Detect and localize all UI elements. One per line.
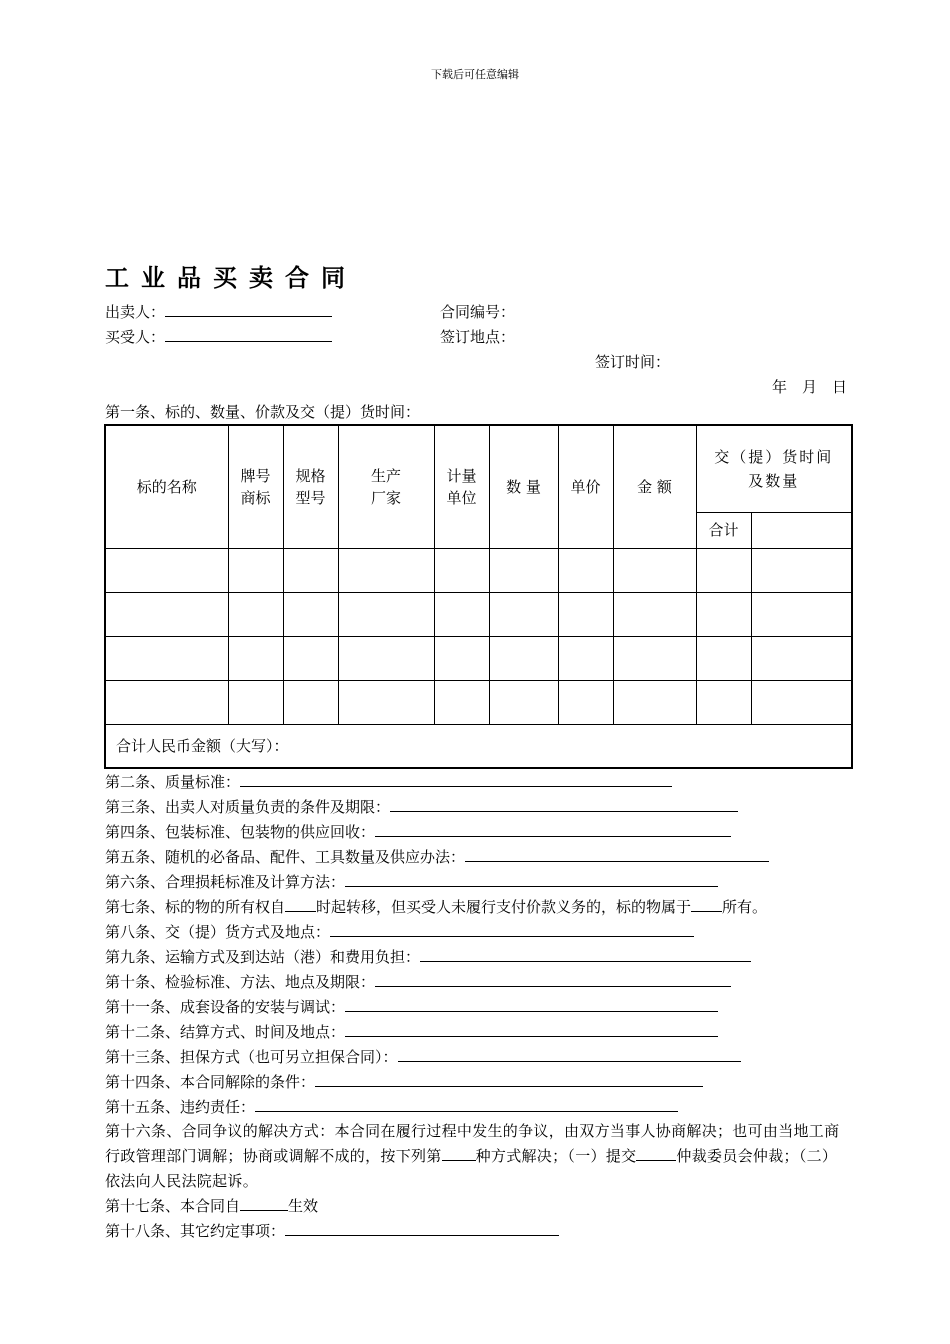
seller-blank[interactable] (165, 302, 332, 317)
col-brand-header: 牌号商标 (228, 425, 283, 548)
table-cell[interactable] (558, 636, 613, 680)
article-17: 第十七条、本合同自 生效 (105, 1197, 319, 1215)
table-cell[interactable] (751, 680, 852, 724)
table-cell[interactable] (613, 680, 696, 724)
article-3-blank[interactable] (390, 797, 738, 812)
table-cell[interactable] (338, 680, 434, 724)
table-cell[interactable] (338, 636, 434, 680)
table-cell[interactable] (558, 680, 613, 724)
header-note: 下载后可任意编辑 (431, 68, 519, 81)
article-10-blank[interactable] (375, 972, 731, 987)
table-cell[interactable] (338, 548, 434, 592)
table-cell[interactable] (105, 548, 228, 592)
table-cell[interactable] (558, 548, 613, 592)
article-8-blank[interactable] (330, 922, 694, 937)
table-cell[interactable] (613, 548, 696, 592)
col-price-header: 单价 (558, 425, 613, 548)
table-row (105, 548, 852, 592)
sign-place-row (440, 327, 515, 347)
article-4-blank[interactable] (375, 822, 731, 837)
table-cell[interactable] (751, 636, 852, 680)
article-5-blank[interactable] (465, 847, 769, 862)
article-7-blank-1[interactable] (285, 897, 316, 912)
col-amount-header: 金 额 (613, 425, 696, 548)
table-cell[interactable] (228, 636, 283, 680)
table-cell[interactable] (283, 636, 338, 680)
table-cell[interactable] (696, 548, 751, 592)
article-5: 第五条、随机的必备品、配件、工具数量及供应办法： (105, 847, 769, 867)
col-maker-header: 生产厂家 (338, 425, 434, 548)
article-3: 第三条、出卖人对质量负责的条件及期限： (105, 797, 738, 817)
buyer-label: 买受人： (105, 328, 166, 346)
col-unit-header: 计量单位 (434, 425, 489, 548)
year-label: 年 (772, 378, 788, 396)
table-cell[interactable] (434, 636, 489, 680)
table-cell[interactable] (283, 592, 338, 636)
article-12-blank[interactable] (345, 1022, 718, 1037)
article-9: 第九条、运输方式及到达站（港）和费用负担： (105, 947, 751, 967)
table-cell[interactable] (283, 680, 338, 724)
article-7-blank-2[interactable] (691, 897, 722, 912)
contract-no-row (440, 302, 515, 322)
article-13-blank[interactable] (398, 1047, 741, 1062)
article-2-blank[interactable] (240, 772, 672, 787)
article-11: 第十一条、成套设备的安装与调试： (105, 997, 718, 1017)
table-cell[interactable] (613, 592, 696, 636)
article-4: 第四条、包装标准、包装物的供应回收： (105, 822, 731, 842)
col-spec-header: 规格型号 (283, 425, 338, 548)
table-cell[interactable] (434, 680, 489, 724)
table-cell[interactable] (283, 548, 338, 592)
table-cell[interactable] (228, 548, 283, 592)
table-cell[interactable] (751, 592, 852, 636)
table-cell[interactable] (489, 636, 558, 680)
article-14-blank[interactable] (315, 1072, 703, 1087)
article-9-blank[interactable] (420, 947, 751, 962)
month-label: 月 (802, 378, 818, 396)
contract-no-label: 合同编号： (440, 303, 516, 321)
sign-place-label: 签订地点： (440, 328, 516, 346)
article-15: 第十五条、违约责任： (105, 1097, 678, 1117)
table-row (105, 592, 852, 636)
col-delivery-header: 交（提）货时间及数量 (696, 425, 852, 512)
empty-cell[interactable] (751, 512, 852, 548)
article-6: 第六条、合理损耗标准及计算方法： (105, 872, 718, 892)
sign-time-label: 签订时间： (595, 353, 671, 371)
table-row (105, 680, 852, 724)
table-cell[interactable] (228, 592, 283, 636)
col-qty-header: 数 量 (489, 425, 558, 548)
sum-amount-cell[interactable] (105, 724, 852, 768)
article-18-blank[interactable] (285, 1221, 559, 1236)
col-total-header: 合计 (696, 512, 751, 548)
article-6-blank[interactable] (345, 872, 718, 887)
article-14: 第十四条、本合同解除的条件： (105, 1072, 703, 1092)
article-1: 第一条、标的、数量、价款及交（提）货时间： (105, 403, 421, 421)
article-13: 第十三条、担保方式（也可另立担保合同）： (105, 1047, 741, 1067)
table-cell[interactable] (338, 592, 434, 636)
table-cell[interactable] (696, 680, 751, 724)
table-cell[interactable] (751, 548, 852, 592)
article-16-blank-2[interactable] (636, 1146, 676, 1161)
article-2: 第二条、质量标准： (105, 772, 672, 792)
article-17-blank[interactable] (240, 1196, 288, 1211)
article-18: 第十八条、其它约定事项： (105, 1221, 559, 1241)
article-16-blank-1[interactable] (442, 1146, 476, 1161)
day-label: 日 (832, 378, 848, 396)
table-cell[interactable] (696, 592, 751, 636)
buyer-blank[interactable] (165, 327, 332, 342)
article-12: 第十二条、结算方式、时间及地点： (105, 1022, 718, 1042)
article-16: 第十六条、合同争议的解决方式：本合同在履行过程中发生的争议，由双方当事人协商解决；也可由当地工商行政管理部门调解；协商或调解不成的，按下列第 种方式解决；（一）提交 仲裁委员会仲裁；（二）依法向人民法院起诉。 (105, 1122, 840, 1190)
table-cell[interactable] (228, 680, 283, 724)
goods-table (104, 424, 853, 769)
buyer-row (105, 327, 332, 347)
seller-row (105, 302, 332, 322)
table-cell[interactable] (105, 592, 228, 636)
table-cell[interactable] (613, 636, 696, 680)
seller-label: 出卖人： (105, 303, 166, 321)
article-15-blank[interactable] (255, 1097, 678, 1112)
date-row (772, 377, 847, 397)
table-cell[interactable] (434, 592, 489, 636)
sum-amount-label: 合计人民币金额（大写）： (116, 736, 289, 755)
col-name-header: 标的名称 (105, 425, 228, 548)
article-7: 第七条、标的物的所有权自 时起转移，但买受人未履行支付价款义务的，标的物属于 所有。 (105, 898, 768, 916)
article-10: 第十条、检验标准、方法、地点及期限： (105, 972, 731, 992)
table-cell[interactable] (558, 592, 613, 636)
table-cell[interactable] (434, 548, 489, 592)
page-title: 工业品买卖合同 (105, 263, 357, 292)
table-cell[interactable] (105, 680, 228, 724)
article-11-blank[interactable] (345, 997, 718, 1012)
table-cell[interactable] (489, 548, 558, 592)
sign-time-row (595, 352, 670, 372)
article-8: 第八条、交（提）货方式及地点： (105, 922, 694, 942)
table-cell[interactable] (696, 636, 751, 680)
table-row (105, 636, 852, 680)
table-cell[interactable] (489, 680, 558, 724)
table-cell[interactable] (489, 592, 558, 636)
table-cell[interactable] (105, 636, 228, 680)
